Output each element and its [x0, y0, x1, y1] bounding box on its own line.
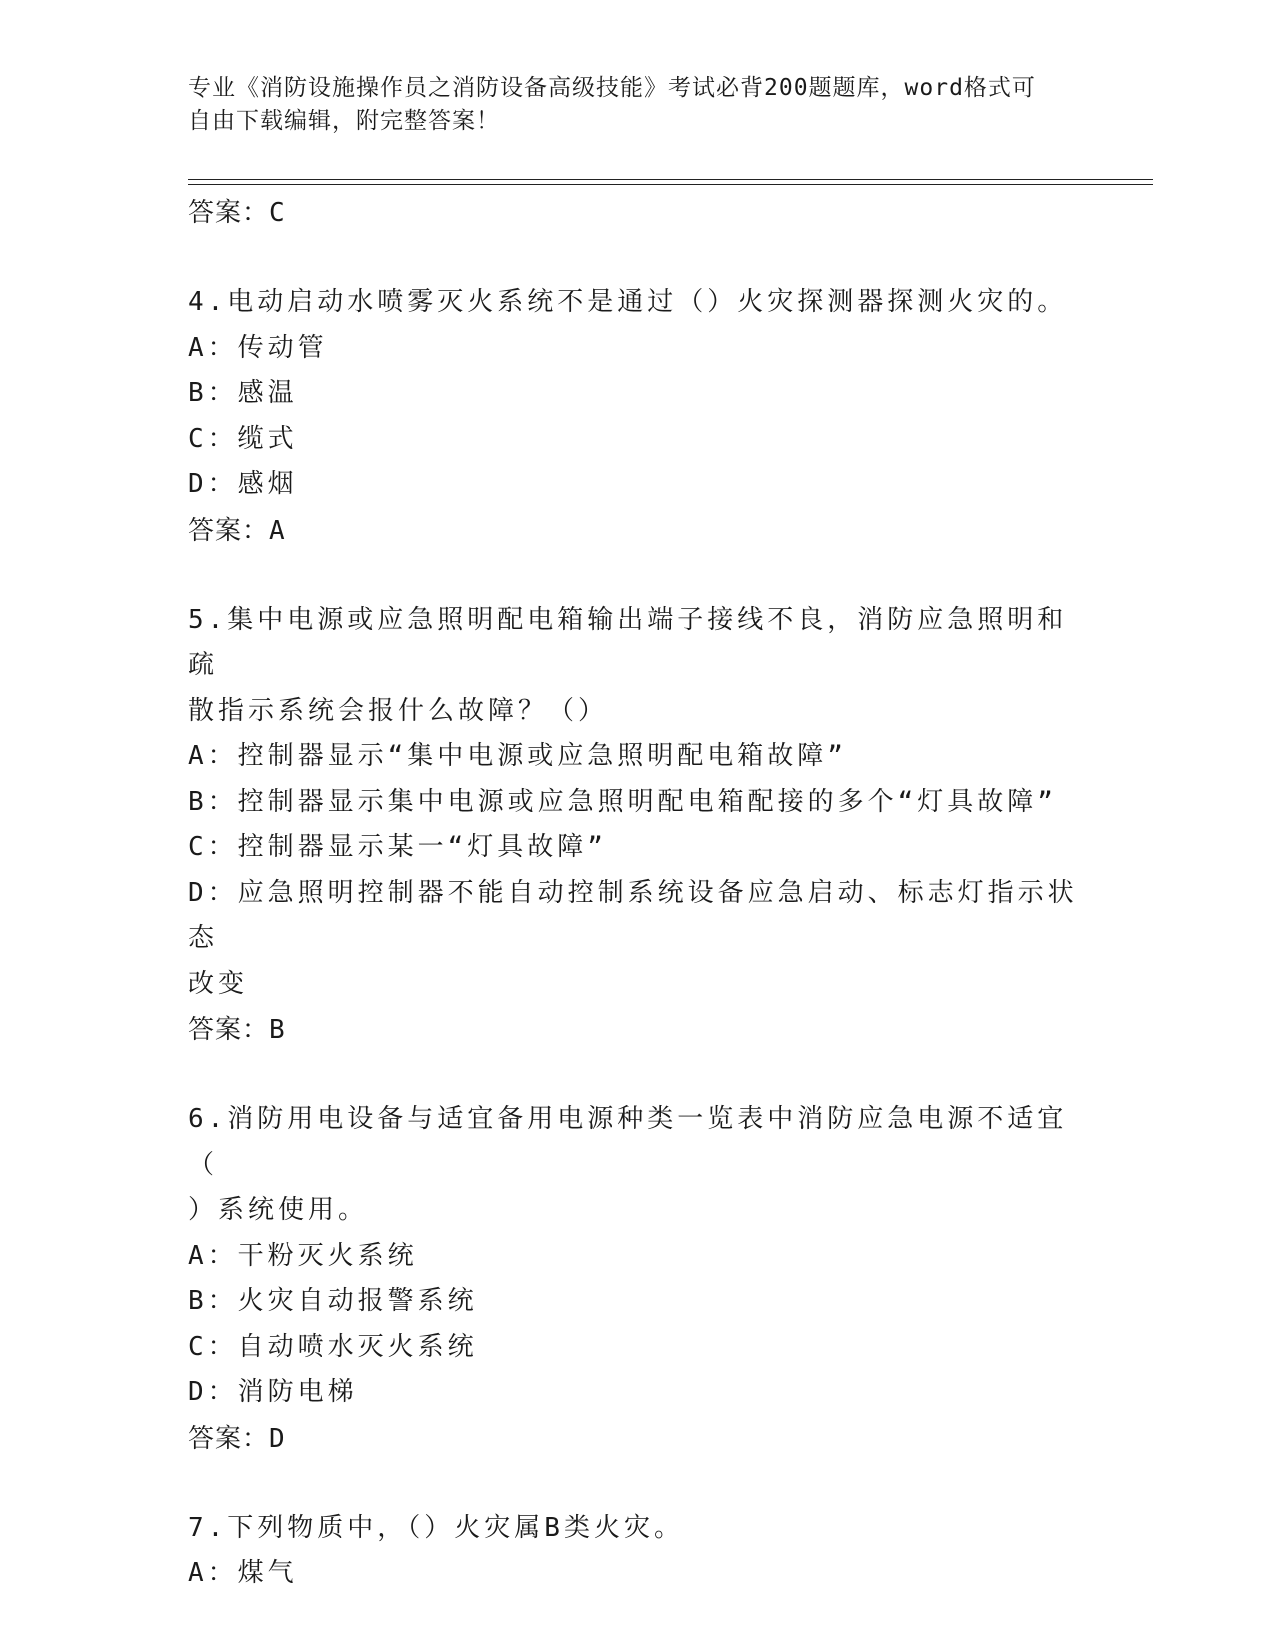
document-header: [188, 72, 1068, 138]
option-c: C：缆式: [188, 423, 298, 454]
answer-value: D: [269, 1423, 286, 1454]
header-line-2: 自由下载编辑，附完整答案！: [188, 108, 500, 134]
question-text-continued: ）系统使用。: [188, 1195, 369, 1225]
option-a: A：控制器显示“集中电源或应急照明配电箱故障”: [188, 741, 847, 771]
question-text: 5.集中电源或应急照明配电箱输出端子接线不良，消防应急照明和疏: [188, 604, 1068, 680]
header-divider-top: [188, 179, 1153, 180]
question-list: [188, 190, 1088, 1597]
question-item: [188, 1506, 1088, 1597]
question-item: [188, 1097, 1088, 1462]
header-line-1: 专业《消防设施操作员之消防设备高级技能》考试必背200题题库，word格式可: [188, 75, 1036, 101]
question-text-continued: 散指示系统会报什么故障？（）: [188, 695, 609, 726]
question-text: 7.下列物质中，（）火灾属B类火灾。: [188, 1512, 684, 1543]
answer-line: [188, 1416, 1088, 1462]
answer-label: 答案：: [188, 515, 270, 546]
option-b: B：火灾自动报警系统: [188, 1286, 478, 1316]
question-item: [188, 280, 1088, 554]
option-d-continued: 改变: [188, 968, 249, 999]
option-c: C：控制器显示某一“灯具故障”: [188, 832, 607, 862]
answer-value: C: [269, 198, 286, 228]
answer-value: B: [269, 1015, 286, 1045]
option-c: C：自动喷水灭火系统: [188, 1331, 478, 1362]
option-d: D：应急照明控制器不能自动控制系统设备应急启动、标志灯指示状态: [188, 877, 1078, 953]
answer-line: [188, 1007, 1088, 1053]
question-text: 6.消防用电设备与适宜备用电源种类一览表中消防应急电源不适宜（: [188, 1104, 1068, 1180]
option-a: A：煤气: [188, 1558, 298, 1588]
option-a: A：传动管: [188, 332, 328, 363]
answer-value: A: [269, 515, 286, 546]
question-text: 4.电动启动水喷雾灭火系统不是通过（）火灾探测器探测火灾的。: [188, 287, 1068, 317]
option-a: A：干粉灭火系统: [188, 1240, 418, 1271]
question-item: [188, 598, 1088, 1054]
answer-label: 答案：: [188, 1423, 270, 1454]
answer-label: 答案：: [188, 198, 270, 228]
option-b: B：控制器显示集中电源或应急照明配电箱配接的多个“灯具故障”: [188, 786, 1057, 817]
option-b: B：感温: [188, 378, 298, 408]
header-divider-bottom: [188, 184, 1153, 185]
option-d: D：感烟: [188, 469, 298, 499]
answer-label: 答案：: [188, 1015, 270, 1045]
option-d: D：消防电梯: [188, 1377, 358, 1407]
answer-line: [188, 508, 1088, 554]
answer-line: [188, 190, 1088, 236]
